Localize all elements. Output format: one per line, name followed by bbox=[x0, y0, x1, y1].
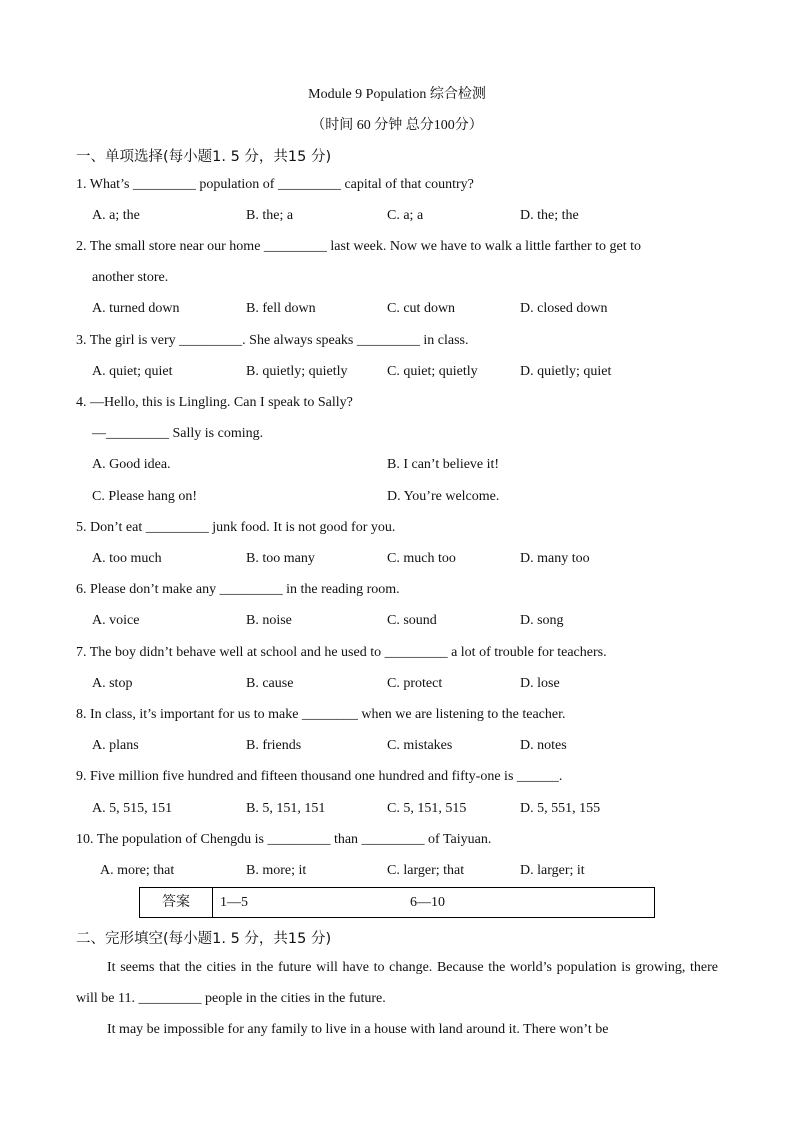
question-10-option-c: C. larger; that bbox=[387, 863, 465, 878]
page-subtitle: （时间 60 分钟 总分100分） bbox=[311, 118, 483, 133]
question-10-option-b: B. more; it bbox=[246, 863, 307, 878]
question-10-stem: 10. The population of Chengdu is _________ than _________ of Taiyuan. bbox=[76, 832, 492, 847]
question-10-option-d: D. larger; it bbox=[520, 863, 585, 878]
question-1-option-c: C. a; a bbox=[387, 208, 424, 223]
question-6-option-b: B. noise bbox=[246, 613, 292, 628]
question-9-option-c: C. 5, 151, 515 bbox=[387, 801, 467, 816]
answer-box bbox=[139, 887, 655, 918]
question-7-option-d: D. lose bbox=[520, 676, 560, 691]
question-5-option-c: C. much too bbox=[387, 551, 456, 566]
question-4-continuation: —_________ Sally is coming. bbox=[92, 426, 264, 441]
question-2-option-d: D. closed down bbox=[520, 301, 608, 316]
question-5-option-a: A. too much bbox=[92, 551, 162, 566]
question-6-option-d: D. song bbox=[520, 613, 564, 628]
question-10-option-a: A. more; that bbox=[100, 863, 175, 878]
question-1-stem: 1. What’s _________ population of _________ capital of that country? bbox=[76, 177, 474, 192]
question-6-option-a: A. voice bbox=[92, 613, 140, 628]
cloze-paragraph-2: It may be impossible for any family to live in a house with land around it. There won’t be bbox=[107, 1022, 609, 1037]
question-1-option-b: B. the; a bbox=[246, 208, 294, 223]
answer-box-label: 答案 bbox=[140, 888, 213, 917]
question-9-option-d: D. 5, 551, 155 bbox=[520, 801, 601, 816]
page-title: Module 9 Population 综合检测 bbox=[308, 87, 486, 102]
question-3-stem: 3. The girl is very _________. She always speaks _________ in class. bbox=[76, 333, 469, 348]
question-8-option-b: B. friends bbox=[246, 738, 302, 753]
question-3-option-b: B. quietly; quietly bbox=[246, 364, 348, 379]
question-7-stem: 7. The boy didn’t behave well at school and he used to _________ a lot of trouble for teachers. bbox=[76, 645, 607, 660]
question-8-option-c: C. mistakes bbox=[387, 738, 453, 753]
question-5-stem: 5. Don’t eat _________ junk food. It is not good for you. bbox=[76, 520, 396, 535]
question-2-option-b: B. fell down bbox=[246, 301, 316, 316]
question-9-option-b: B. 5, 151, 151 bbox=[246, 801, 326, 816]
question-7-option-a: A. stop bbox=[92, 676, 133, 691]
question-1-option-d: D. the; the bbox=[520, 208, 579, 223]
question-8-option-a: A. plans bbox=[92, 738, 139, 753]
answer-range-6-10: 6—10 bbox=[410, 895, 445, 910]
question-2-option-c: C. cut down bbox=[387, 301, 456, 316]
question-9-stem: 9. Five million five hundred and fifteen thousand one hundred and fifty-one is ______. bbox=[76, 769, 563, 784]
question-6-stem: 6. Please don’t make any _________ in the reading room. bbox=[76, 582, 400, 597]
question-5-option-d: D. many too bbox=[520, 551, 590, 566]
question-2-stem: 2. The small store near our home _________ last week. Now we have to walk a little farther to get to bbox=[76, 239, 642, 254]
question-4-option-c: C. Please hang on! bbox=[92, 489, 197, 504]
question-7-option-b: B. cause bbox=[246, 676, 294, 691]
question-4-option-a: A. Good idea. bbox=[92, 457, 171, 472]
question-3-option-c: C. quiet; quietly bbox=[387, 364, 478, 379]
question-8-stem: 8. In class, it’s important for us to make ________ when we are listening to the teacher. bbox=[76, 707, 566, 722]
question-4-option-d: D. You’re welcome. bbox=[387, 489, 500, 504]
question-9-option-a: A. 5, 515, 151 bbox=[92, 801, 173, 816]
section-heading-2: 二、完形填空(每小题1. 5 分，共15 分) bbox=[76, 931, 332, 947]
answer-range-1-5: 1—5 bbox=[220, 895, 248, 910]
section-heading-1: 一、单项选择(每小题1. 5 分，共15 分) bbox=[76, 149, 332, 165]
question-2-option-a: A. turned down bbox=[92, 301, 180, 316]
question-6-option-c: C. sound bbox=[387, 613, 437, 628]
question-5-option-b: B. too many bbox=[246, 551, 315, 566]
question-4-option-b: B. I can’t believe it! bbox=[387, 457, 500, 472]
question-2-continuation: another store. bbox=[92, 270, 169, 285]
question-3-option-d: D. quietly; quiet bbox=[520, 364, 612, 379]
question-7-option-c: C. protect bbox=[387, 676, 443, 691]
cloze-paragraph-1: It seems that the cities in the future will have to change. Because the world’s population is growing, there will be 11. _________ people in the cities in the future. bbox=[76, 960, 718, 1006]
question-3-option-a: A. quiet; quiet bbox=[92, 364, 173, 379]
question-4-stem: 4. —Hello, this is Lingling. Can I speak to Sally? bbox=[76, 395, 353, 410]
question-8-option-d: D. notes bbox=[520, 738, 567, 753]
question-1-option-a: A. a; the bbox=[92, 208, 140, 223]
